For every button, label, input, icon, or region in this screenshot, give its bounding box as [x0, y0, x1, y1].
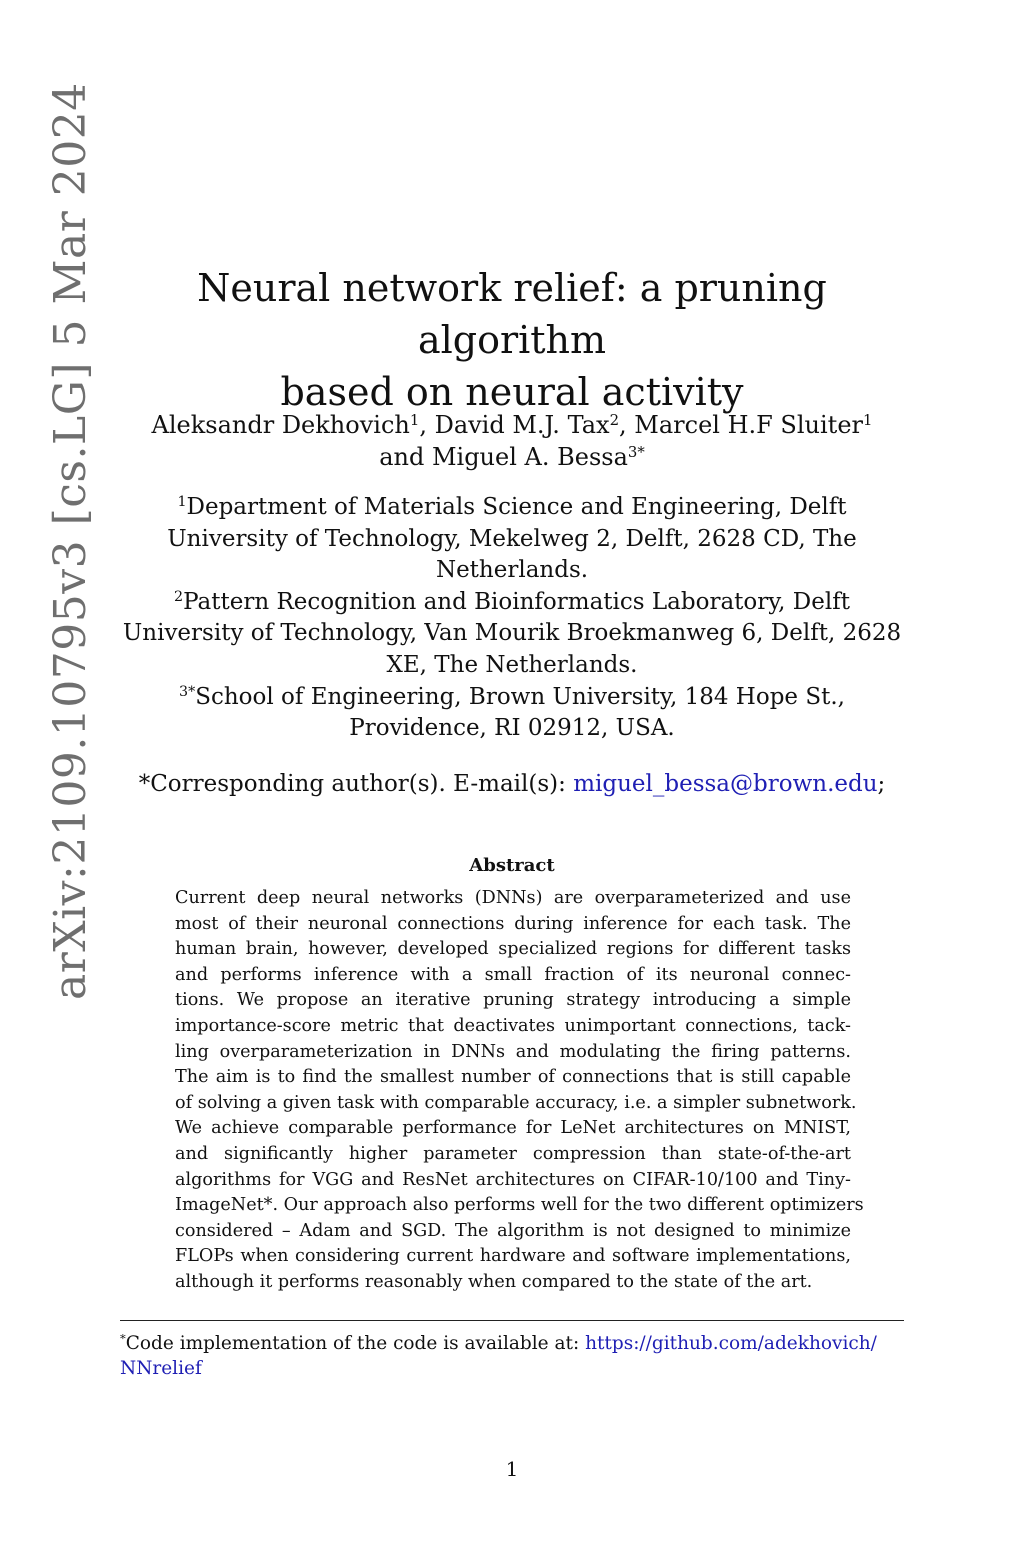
footnote-text: Code implementation of the code is available at:: [125, 1333, 586, 1354]
email-link[interactable]: miguel_bessa@brown.edu: [573, 771, 878, 797]
author-name: , Marcel H.F Sluiter: [619, 411, 864, 439]
abstract-line: of solving a given task with comparable accuracy, i.e. a simpler subnetwork.: [175, 1092, 857, 1113]
abstract-line: algorithms for VGG and ResNet architectures on CIFAR-10/100 and Tiny-: [175, 1169, 851, 1190]
abstract-text: [175, 886, 864, 1296]
author-name: , David M.J. Tax: [419, 411, 610, 439]
footnote: [120, 1331, 910, 1381]
abstract-line: Current deep neural networks (DNNs) are overparameterized and use: [175, 888, 851, 908]
author-affiliation-mark: 1: [863, 410, 873, 429]
abstract-line: ImageNet*. Our approach also performs well for the two different optimizers: [175, 1195, 864, 1216]
abstract-heading: Abstract: [469, 855, 555, 876]
author-affiliation-mark: 2: [609, 410, 620, 429]
affiliation-item: $^{3*}$School of Engineering, Brown University, 184 Hope St., Providence, RI 02912, USA.: [179, 683, 845, 742]
abstract-line: human brain, however, developed specialized regions for different tasks: [175, 939, 851, 960]
abstract-line: most of their neuronal connections during inference for each task. The: [175, 913, 851, 934]
abstract-line: ling overparameterization in DNNs and modulating the firing patterns.: [175, 1041, 851, 1062]
affiliation-list: [120, 492, 904, 745]
abstract-line: We achieve comparable performance for LeNet architectures on MNIST,: [175, 1118, 851, 1139]
footnote-mark: *: [120, 1331, 126, 1346]
affiliation-item: $^1$Department of Materials Science and Engineering, Delft University of Technology, Mekelweg 2, Delft, 2628 CD, The Netherlands.: [167, 494, 857, 584]
abstract-line: although it performs reasonably when compared to the state of the art.: [175, 1271, 813, 1292]
repository-link[interactable]: https://github.com/adekhovich/: [585, 1333, 877, 1354]
author-affiliation-mark: 3*: [627, 442, 645, 461]
page-number: 1: [505, 1457, 519, 1481]
arxiv-identifier: arXiv:2109.10795v3 [cs.LG] 5 Mar 2024: [45, 82, 96, 1000]
author-name: and Miguel A. Bessa: [379, 443, 628, 471]
paper-title: [120, 262, 904, 418]
abstract-line: considered – Adam and SGD. The algorithm is not designed to minimize: [175, 1220, 851, 1241]
abstract-line: FLOPs when considering current hardware and software implementations,: [175, 1246, 851, 1267]
abstract-line: and performs inference with a small fraction of its neuronal connec-: [175, 964, 851, 985]
title-line-1: Neural network relief: a pruning algorithm: [197, 266, 827, 362]
author-affiliation-mark: 1: [409, 410, 420, 429]
footnote-divider: [120, 1320, 904, 1321]
abstract-line: The aim is to find the smallest number of connections that is still capable: [175, 1067, 851, 1088]
abstract-line: and significantly higher parameter compression than state-of-the-art: [175, 1143, 851, 1164]
author-name: Aleksandr Dekhovich: [151, 411, 410, 439]
repository-link-continued[interactable]: NNrelief: [120, 1358, 202, 1379]
affiliation-item: $^2$Pattern Recognition and Bioinformatics Laboratory, Delft University of Technology, Van Mourik Broekmanweg 6, Delft, 2628 XE, The Netherlands.: [122, 588, 902, 678]
abstract-line: tions. We propose an iterative pruning strategy introducing a simple: [175, 990, 851, 1011]
title-line-2: based on neural activity: [280, 370, 744, 414]
corresponding-author: *Corresponding author(s). E-mail(s): miguel_bessa@brown.edu;: [138, 771, 886, 797]
abstract-line: importance-score metric that deactivates unimportant connections, tack-: [175, 1015, 851, 1036]
author-list: [120, 409, 904, 473]
